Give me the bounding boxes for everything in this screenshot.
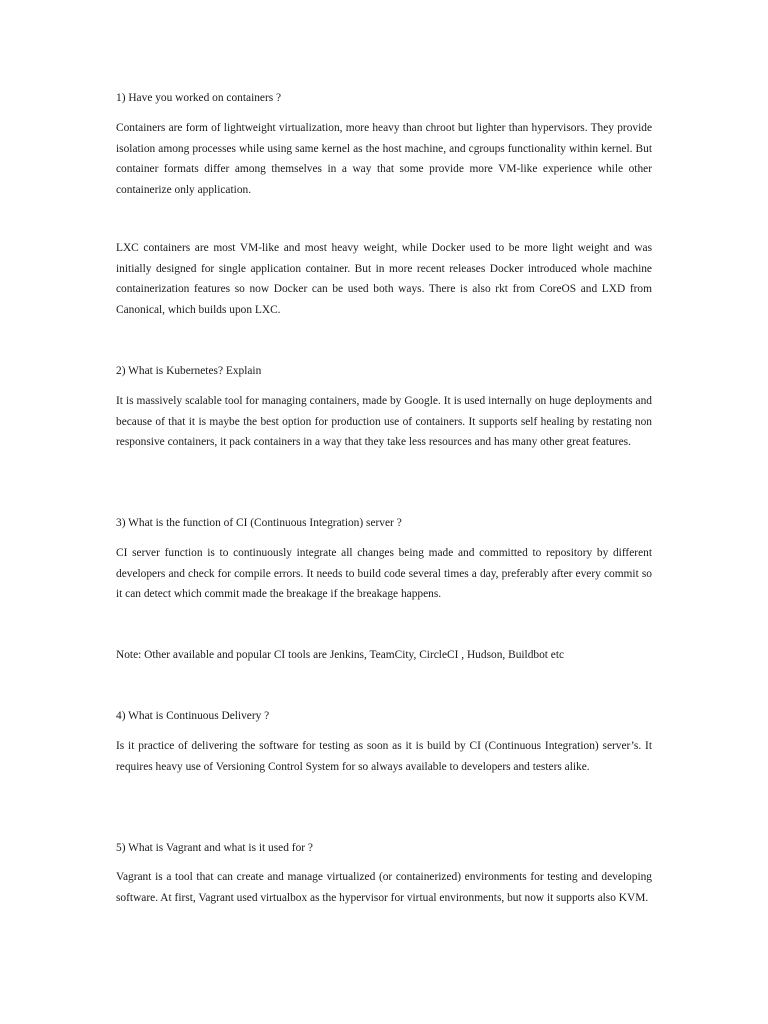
q5-paragraph-1: Vagrant is a tool that can create and manage virtualized (or containerized) environments for testing and developing software. At first, Vagrant used virtualbox as the hypervisor for virtual environments, but now it supports also KVM. — [116, 871, 652, 904]
q1-heading: 1) Have you worked on containers ? — [116, 92, 282, 104]
q1-paragraph-2: LXC containers are most VM-like and most heavy weight, while Docker used to be more light weight and was initially designed for single application container. But in more recent releases Docker introduced whole machine containerization features so now Docker can be used both ways. There is also rkt from CoreOS and LXD from Canonical, which builds upon LXC. — [116, 242, 652, 317]
q3-heading: 3) What is the function of CI (Continuous Integration) server ? — [116, 517, 402, 529]
q3-note: Note: Other available and popular CI tools are Jenkins, TeamCity, CircleCI , Hudson, Buildbot etc — [116, 649, 565, 661]
q2-paragraph-1: It is massively scalable tool for managing containers, made by Google. It is used internally on huge deployments and because of that it is maybe the best option for production use of containers. It supports self healing by restating non responsive containers, it pack containers in a way that they take less resources and has many other great features. — [116, 395, 652, 449]
q4-paragraph-1: Is it practice of delivering the software for testing as soon as it is build by CI (Continuous Integration) server’s. It requires heavy use of Versioning Control System for so always available to developers and testers alike. — [116, 740, 652, 773]
q1-paragraph-1: Containers are form of lightweight virtualization, more heavy than chroot but lighter than hypervisors. They provide isolation among processes while using same kernel as the host machine, and cgroups functionality within kernel. But container formats differ among themselves in a way that some provide more VM-like experience while other containerize only application. — [116, 122, 652, 197]
q5-heading: 5) What is Vagrant and what is it used for ? — [116, 842, 313, 854]
q2-heading: 2) What is Kubernetes? Explain — [116, 365, 262, 377]
q3-paragraph-1: CI server function is to continuously integrate all changes being made and committed to repository by different developers and check for compile errors. It needs to build code several times a day, preferably after every commit so it can detect which commit made the breakage if the breakage happens. — [116, 547, 652, 601]
q4-heading: 4) What is Continuous Delivery ? — [116, 710, 270, 722]
